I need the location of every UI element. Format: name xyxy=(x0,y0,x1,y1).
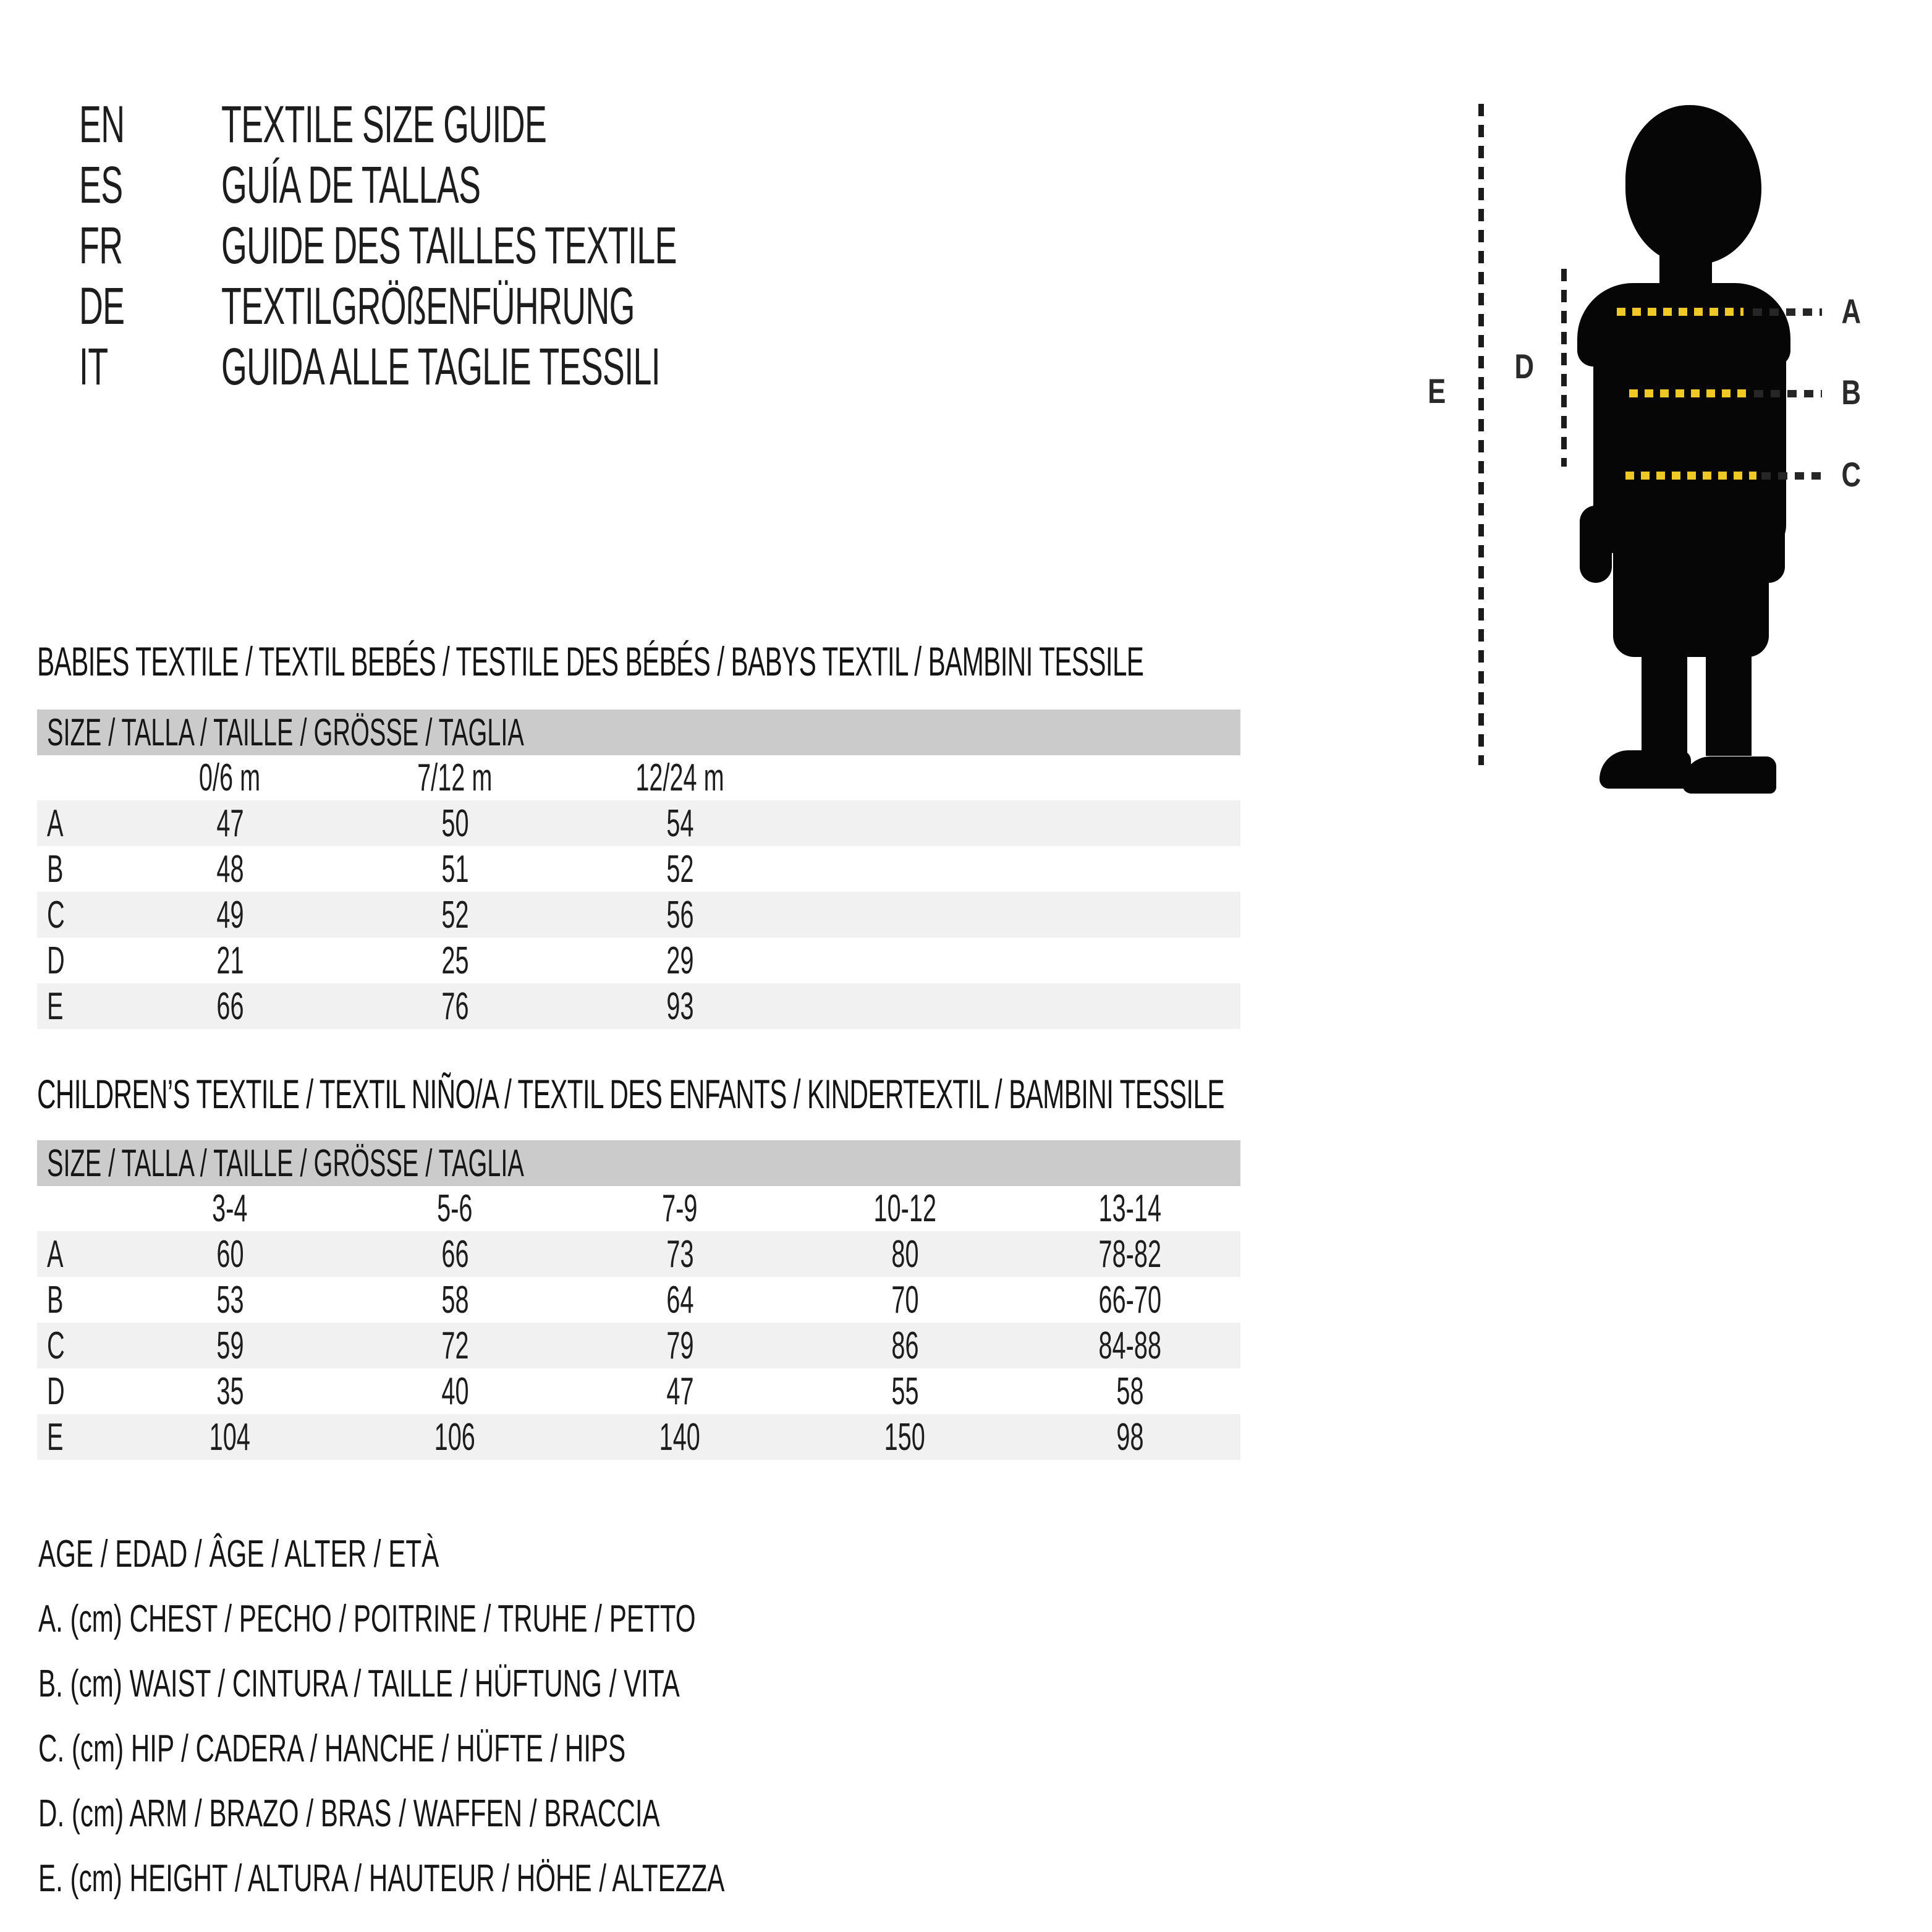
babies-table-header-bar: SIZE / TALLA / TAILLE / GRÖSSE / TAGLIA xyxy=(37,710,1240,755)
language-row-es xyxy=(79,155,933,215)
figure-label-hip: C xyxy=(1841,455,1862,494)
language-row-de xyxy=(79,276,933,336)
legend-arm: D. (cm) ARM / BRAZO / BRAS / WAFFEN / BRACCIA xyxy=(38,1792,660,1835)
waist-measure-dash-black xyxy=(1754,390,1822,397)
guide-title-en: TEXTILE SIZE GUIDE xyxy=(221,95,547,153)
language-row-it xyxy=(79,336,933,397)
babies-column-headers xyxy=(37,755,1240,800)
table-row: D 21 25 29 xyxy=(47,939,694,982)
legend-hip: C. (cm) HIP / CADERA / HANCHE / HÜFTE / HIPS xyxy=(38,1727,626,1770)
column-header: 10-12 xyxy=(873,1187,936,1230)
chest-measure-dash-black xyxy=(1753,308,1822,316)
column-header: 5-6 xyxy=(437,1187,473,1230)
babies-section-title: BABIES TEXTILE / TEXTIL BEBÉS / TESTILE DES BÉBÉS / BABYS TEXTIL / BAMBINI TESSILE xyxy=(37,638,1144,684)
language-row-fr xyxy=(79,215,933,276)
table-row: E 66 76 93 xyxy=(37,983,1240,1029)
language-code: IT xyxy=(79,337,108,396)
silhouette-left-shoe xyxy=(1599,750,1691,789)
column-header: 7/12 m xyxy=(417,756,493,799)
legend-chest: A. (cm) CHEST / PECHO / POITRINE / TRUHE / PETTO xyxy=(38,1598,696,1640)
hip-measure-dash-black xyxy=(1761,472,1823,480)
table-row: C 59 72 79 86 84-88 xyxy=(37,1323,1240,1368)
table-row: B 53 58 64 70 66-70 xyxy=(47,1278,1161,1321)
language-code: EN xyxy=(79,95,125,153)
figure-label-chest: A xyxy=(1841,292,1862,331)
guide-title-fr: GUIDE DES TAILLES TEXTILE xyxy=(221,216,677,274)
waist-measure-dash-yellow xyxy=(1629,389,1747,397)
figure-label-arm: D xyxy=(1514,347,1535,386)
table-row: C 49 52 56 xyxy=(37,892,1240,938)
chest-measure-dash-yellow xyxy=(1617,308,1743,316)
silhouette-right-shoe xyxy=(1682,756,1776,794)
language-row-en xyxy=(79,94,933,155)
column-header: 3-4 xyxy=(212,1187,248,1230)
children-column-headers xyxy=(37,1186,1240,1231)
legend-waist: B. (cm) WAIST / CINTURA / TAILLE / HÜFTUNG / VITA xyxy=(38,1663,680,1705)
table-row: A 60 66 73 80 78-82 xyxy=(37,1231,1240,1277)
language-code: ES xyxy=(79,155,123,214)
legend-age: AGE / EDAD / ÂGE / ALTER / ETÀ xyxy=(38,1533,439,1575)
children-size-table xyxy=(37,1140,1240,1460)
measurement-legend xyxy=(38,1522,1048,1911)
child-silhouette xyxy=(1564,104,1799,793)
language-code: DE xyxy=(79,276,125,335)
legend-height: E. (cm) HEIGHT / ALTURA / HAUTEUR / HÖHE / ALTEZZA xyxy=(38,1857,725,1900)
silhouette-head xyxy=(1625,105,1761,265)
language-header xyxy=(79,94,933,397)
column-header: 7-9 xyxy=(662,1187,698,1230)
column-header: 0/6 m xyxy=(199,756,261,799)
table-row: E 104 106 140 150 98 xyxy=(37,1414,1240,1460)
hip-measure-dash-yellow xyxy=(1625,472,1756,480)
figure-label-height: E xyxy=(1428,371,1446,410)
figure-label-waist: B xyxy=(1841,373,1862,412)
language-code: FR xyxy=(79,216,123,274)
children-section-title: CHILDREN’S TEXTILE / TEXTIL NIÑO/A / TEXTIL DES ENFANTS / KINDERTEXTIL / BAMBINI TESSILE xyxy=(37,1071,1224,1117)
table-row: A 47 50 54 xyxy=(37,800,1240,846)
guide-title-it: GUIDA ALLE TAGLIE TESSILI xyxy=(221,337,661,396)
guide-title-es: GUÍA DE TALLAS xyxy=(221,155,481,214)
children-table-header-bar: SIZE / TALLA / TAILLE / GRÖSSE / TAGLIA xyxy=(37,1140,1240,1186)
guide-title-de: TEXTILGRÖßENFÜHRUNG xyxy=(221,276,635,335)
table-row: D 35 40 47 55 58 xyxy=(47,1370,1144,1413)
babies-size-table xyxy=(37,710,1240,1029)
silhouette-left-hand xyxy=(1580,506,1612,583)
column-header: 12/24 m xyxy=(635,756,724,799)
column-header: 13-14 xyxy=(1098,1187,1161,1230)
table-row: B 48 51 52 xyxy=(47,847,694,891)
